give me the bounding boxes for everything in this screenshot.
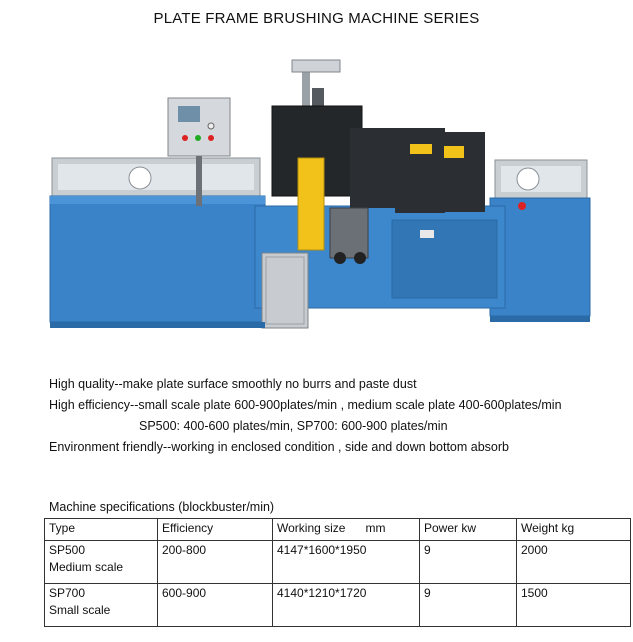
cell-weight: 1500 (517, 584, 631, 627)
spec-table (44, 518, 631, 627)
header-efficiency: Efficiency (158, 519, 273, 541)
feature-efficiency: High efficiency--small scale plate 600-900plates/min , medium scale plate 400-600plates/min (49, 398, 562, 412)
table-row (45, 541, 631, 584)
feature-environment: Environment friendly--working in enclosed condition , side and down bottom absorb (49, 440, 509, 454)
header-power: Power kw (420, 519, 517, 541)
electric-cabinet (262, 253, 308, 328)
feature-list (49, 374, 562, 458)
cell-type (45, 541, 158, 584)
header-weight: Weight kg (517, 519, 631, 541)
feature-efficiency-detail: SP500: 400-600 plates/min, SP700: 600-900 plates/min (139, 419, 448, 433)
brush-head-3 (435, 132, 485, 212)
type-scale: Small scale (49, 603, 111, 617)
type-model: SP700 (49, 586, 86, 600)
yellow-guard (298, 158, 324, 250)
motor (330, 208, 368, 258)
cell-type (45, 584, 158, 627)
feature-quality: High quality--make plate surface smoothly no burrs and paste dust (49, 377, 417, 391)
machine-photo (40, 58, 596, 348)
table-header-row (45, 519, 631, 541)
cell-power: 9 (420, 584, 517, 627)
cell-size: 4147*1600*1950 (273, 541, 420, 584)
spec-caption: Machine specifications (blockbuster/min) (49, 500, 275, 514)
cell-efficiency: 600-900 (158, 584, 273, 627)
page-title: PLATE FRAME BRUSHING MACHINE SERIES (153, 10, 480, 27)
left-base (50, 196, 265, 322)
cell-power: 9 (420, 541, 517, 584)
cell-efficiency: 200-800 (158, 541, 273, 584)
type-model: SP500 (49, 543, 86, 557)
table-row (45, 584, 631, 627)
type-scale: Medium scale (49, 560, 124, 574)
cell-size: 4140*1210*1720 (273, 584, 420, 627)
header-working-size: Working size mm (273, 519, 420, 541)
cell-weight: 2000 (517, 541, 631, 584)
header-type: Type (45, 519, 158, 541)
